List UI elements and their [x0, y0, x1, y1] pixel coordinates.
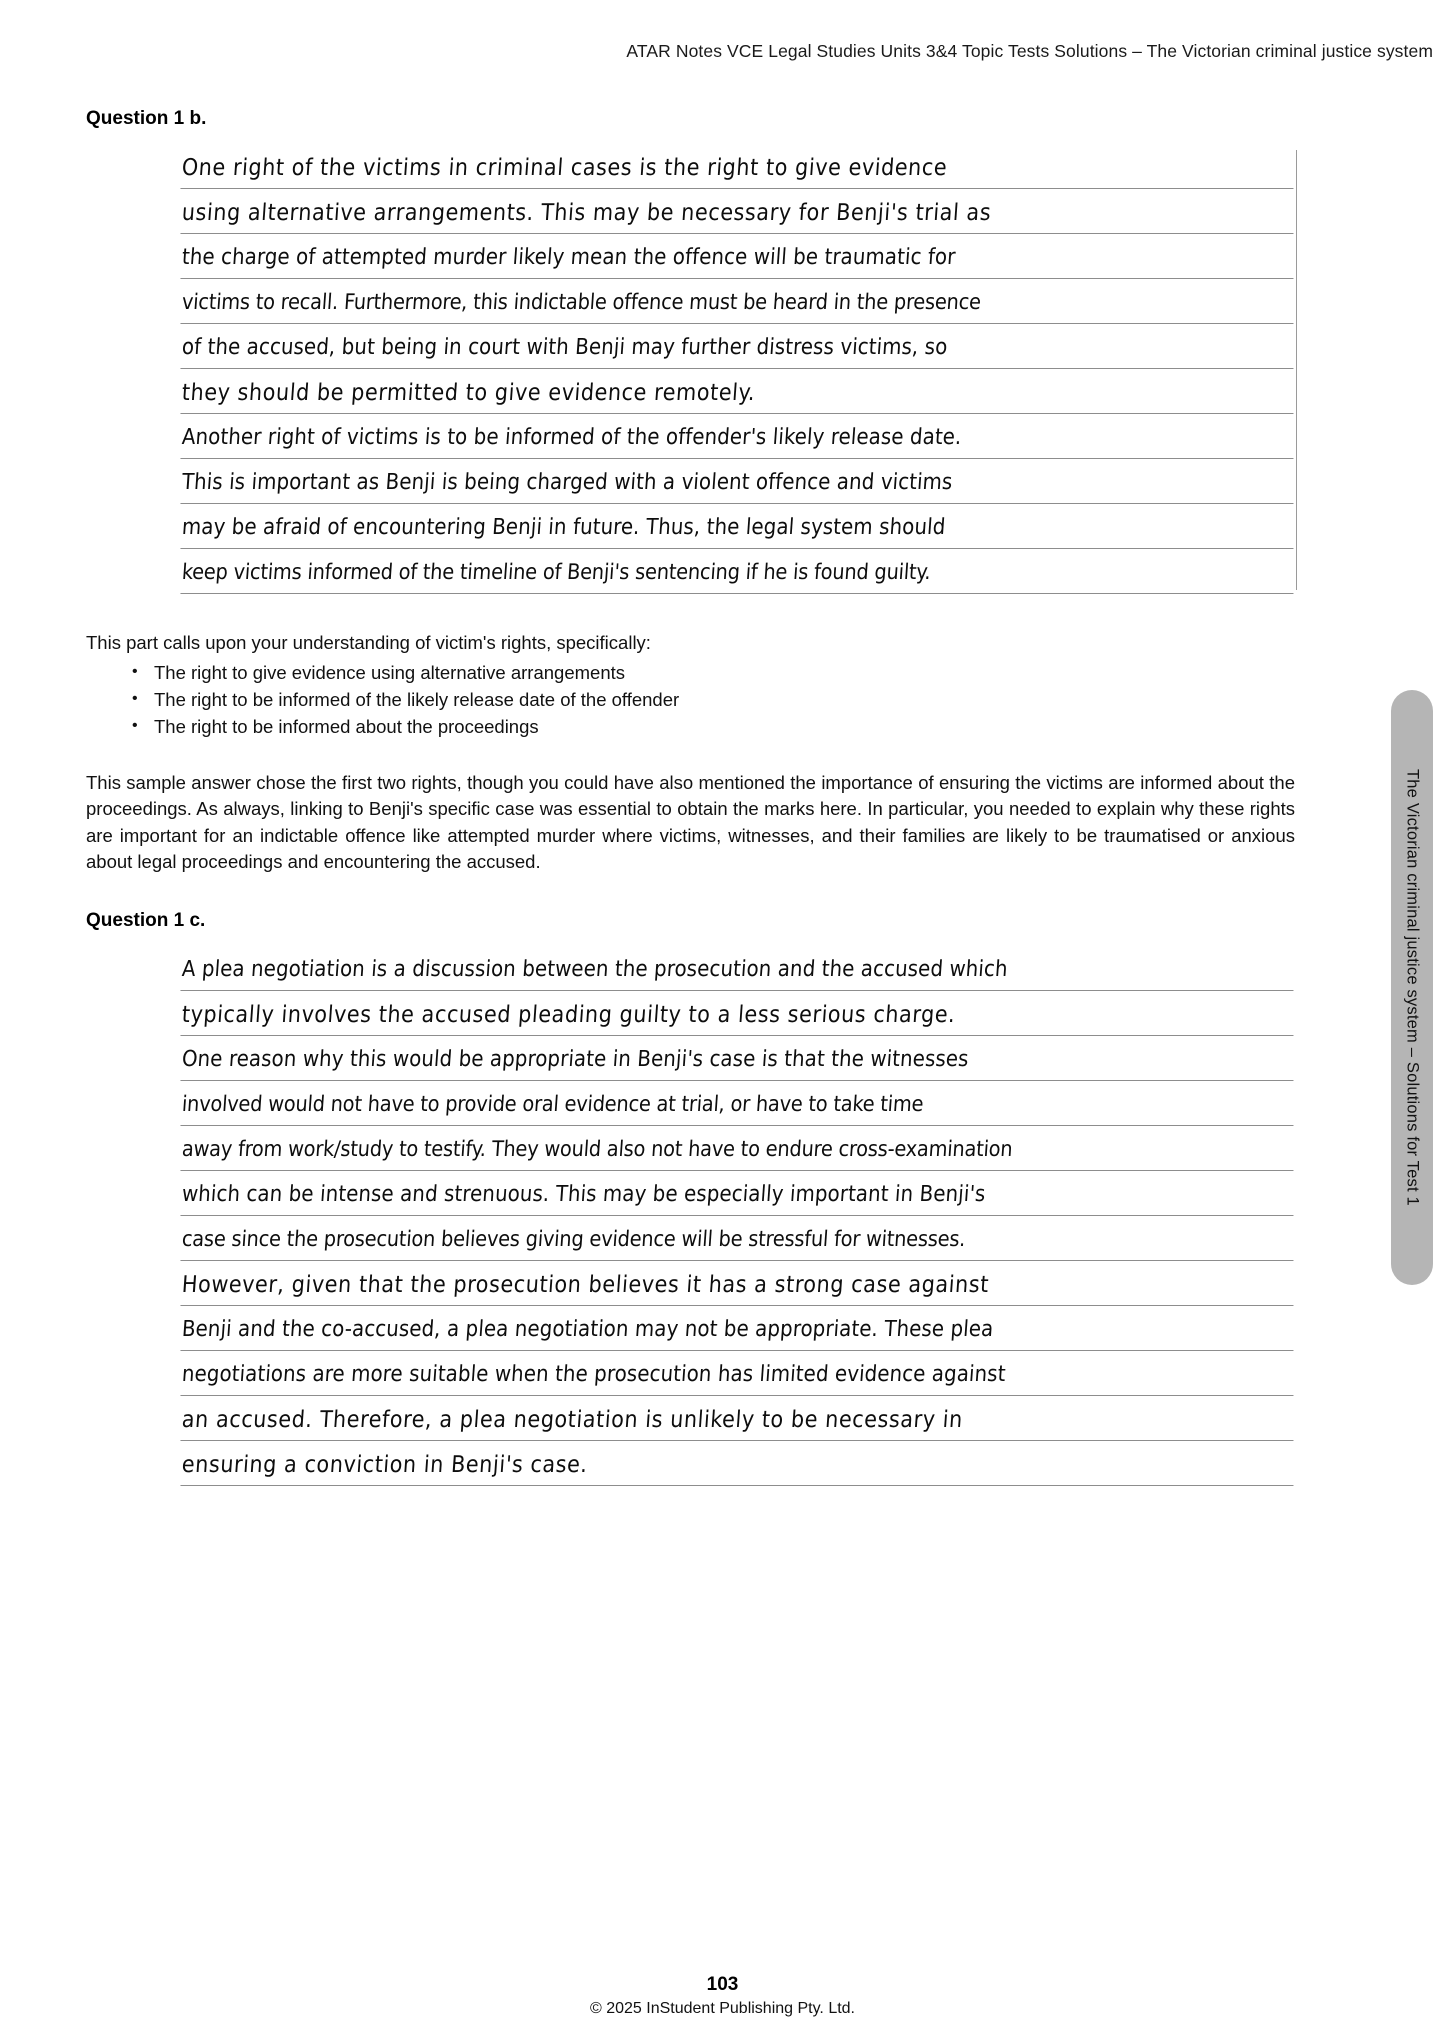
list-item: • The right to give evidence using alternative arrangements — [132, 659, 1295, 686]
list-item: • The right to be informed about the proceedings — [132, 713, 1295, 740]
explanation-intro-1b: This part calls upon your understanding of victim's rights, specifically: — [86, 632, 651, 653]
handwritten-line: they should be permitted to give evidence remotely. — [180, 369, 1296, 414]
handwritten-line: an accused. Therefore, a plea negotiation is unlikely to be necessary in — [180, 1396, 1296, 1441]
handwritten-line: using alternative arrangements. This may be necessary for Benji's trial as — [180, 189, 1296, 234]
handwritten-line: victims to recall. Furthermore, this indictable offence must be heard in the presence — [180, 279, 1296, 324]
handwritten-line: Benji and the co-accused, a plea negotiation may not be appropriate. These plea — [180, 1306, 1296, 1351]
chapter-side-tab — [1391, 690, 1433, 1285]
chapter-side-tab-label: The Victorian criminal justice system – Solutions for Test 1 — [1403, 769, 1422, 1206]
handwritten-line: the charge of attempted murder likely mean the offence will be traumatic for — [180, 234, 1296, 279]
handwritten-line: keep victims informed of the timeline of Benji's sentencing if he is found guilty. — [180, 549, 1296, 594]
page-content — [86, 108, 1295, 1486]
question-label-1b: Question 1 b. — [86, 108, 207, 129]
handwritten-line: One right of the victims in criminal cases is the right to give evidence — [180, 144, 1296, 189]
handwritten-line: A plea negotiation is a discussion between the prosecution and the accused which — [180, 946, 1296, 991]
handwritten-line: may be afraid of encountering Benji in future. Thus, the legal system should — [180, 504, 1296, 549]
handwritten-answer-1c — [182, 946, 1295, 1486]
handwritten-line: Another right of victims is to be informed of the offender's likely release date. — [180, 414, 1296, 459]
rights-list — [86, 659, 1295, 740]
handwritten-line: of the accused, but being in court with Benji may further distress victims, so — [180, 324, 1296, 369]
question-label-1c: Question 1 c. — [86, 909, 206, 931]
handwritten-line: involved would not have to provide oral evidence at trial, or have to take time — [180, 1081, 1296, 1126]
page-number: 103 — [706, 1974, 739, 1995]
handwritten-line: ensuring a conviction in Benji's case. — [180, 1441, 1296, 1486]
handwritten-line: However, given that the prosecution believes it has a strong case against — [180, 1261, 1296, 1306]
handwritten-line: away from work/study to testify. They would also not have to endure cross-examination — [180, 1126, 1296, 1171]
explanation-body-1b: This sample answer chose the first two rights, though you could have also mentioned the importance of ensuring the victims are informed about the proceedings. As always, linking to Benji's specific case was essential to obtain the marks here. In particular, you needed to explain why these rights are important for an indictable offence like attempted murder where victims, witnesses, and their families are likely to be traumatised or anxious about legal proceedings and encountering the accused. — [86, 771, 1295, 872]
list-item: • The right to be informed of the likely release date of the offender — [132, 686, 1295, 713]
running-header: ATAR Notes VCE Legal Studies Units 3&4 Topic Tests Solutions – The Victorian criminal justice system — [626, 41, 1433, 61]
handwritten-line: typically involves the accused pleading guilty to a less serious charge. — [180, 991, 1296, 1036]
handwritten-line: One reason why this would be appropriate in Benji's case is that the witnesses — [180, 1036, 1296, 1081]
handwritten-line: case since the prosecution believes giving evidence will be stressful for witnesses. — [180, 1216, 1296, 1261]
handwritten-line: This is important as Benji is being charged with a violent offence and victims — [180, 459, 1296, 504]
copyright-notice: © 2025 InStudent Publishing Pty. Ltd. — [590, 2000, 855, 2017]
handwritten-line: which can be intense and strenuous. This may be especially important in Benji's — [180, 1171, 1296, 1216]
handwritten-answer-1b — [182, 144, 1295, 594]
handwritten-line: negotiations are more suitable when the prosecution has limited evidence against — [180, 1351, 1296, 1396]
page-footer — [0, 1974, 1445, 2018]
